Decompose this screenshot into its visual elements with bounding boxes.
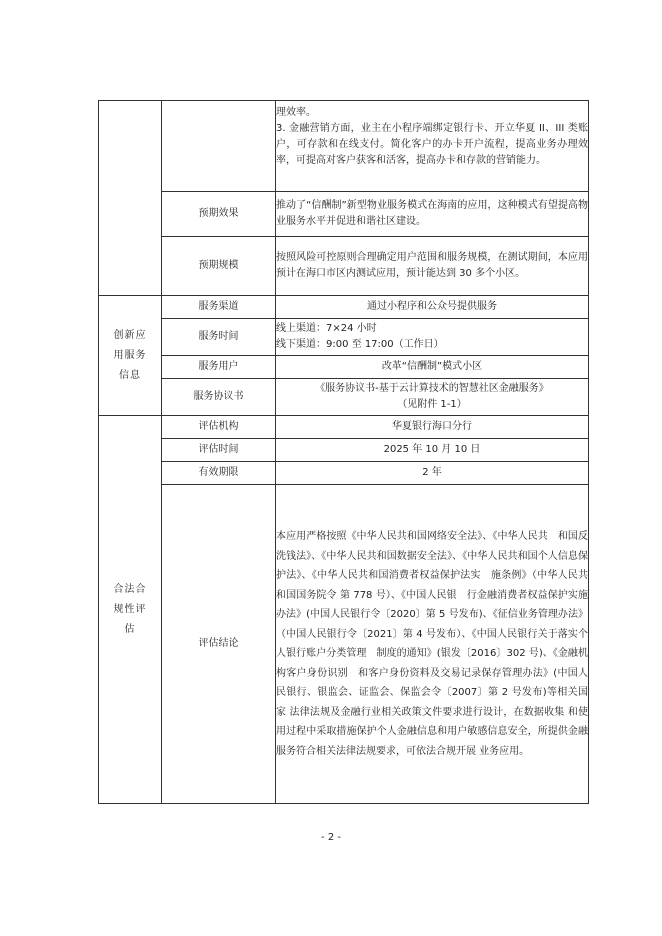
compliance-category: 合法合规性评估 <box>99 416 162 804</box>
expected-effect-label: 预期效果 <box>162 192 276 237</box>
validity-value: 2 年 <box>276 462 589 485</box>
continued-text: 理效率。 <box>276 107 316 118</box>
table-row <box>99 416 589 439</box>
application-info-table <box>98 100 589 804</box>
assessment-date-label: 评估时间 <box>162 439 276 462</box>
table-row <box>99 192 589 237</box>
table-row <box>99 237 589 296</box>
page-number: - 2 - <box>321 832 341 843</box>
offline-channel-time: 线下渠道：9:00 至 17:00（工作日） <box>276 339 444 350</box>
expected-scale-value: 按照风险可控原则合理确定用户范围和服务规模，在测试期间，本应用预计在海口市区内测试应用，预计能达到 30 多个小区。 <box>276 237 589 296</box>
benefits-continuation-cell <box>276 101 589 192</box>
table-row <box>99 319 589 356</box>
conclusion-value: 本应用严格按照《中华人民共和国网络安全法》、《中华人民共 和国反洗钱法》、《中华人民共和国数据安全法》、《中华人民共和国个人信息保护法》、《中华人民共和国消费者权益保护法实 施条例》（中华人民共和国国务院令 第 778 号）、《中国人民银 行金融消费者权益保护实施办法》(中国人民银行令〔2020〕第 5 号发布)、《征信业务管理办法》（中国人民银行令〔2021〕第 4 号发布）、《中国人民银行关于落实个人银行账户分类管理 制度的通知》(银发〔2016〕302 号)、《金融机构客户身份识别 和客户身份资料及交易记录保存管理办法》(中国人民银行、银监会、证监会、保监会令〔2007〕第 2 号发布)等相关国家 法律法规及金融行业相关政策文件要求进行设计，在数据收集 和使用过程中采取措施保护个人金融信息和用户敏感信息安全，所提供金融服务符合相关法律法规要求，可依法合规开展 业务应用。 <box>276 485 589 804</box>
online-channel-time: 线上渠道：7×24 小时 <box>276 323 377 334</box>
expected-effect-value: 推动了“信酬制”新型物业服务模式在海南的应用，这种模式有望提高物业服务水平并促进和谐社区建设。 <box>276 192 589 237</box>
service-users-label: 服务用户 <box>162 356 276 379</box>
channel-label: 服务渠道 <box>162 296 276 319</box>
validity-label: 有效期限 <box>162 462 276 485</box>
table-row <box>99 379 589 416</box>
table-row <box>99 296 589 319</box>
table-row <box>99 462 589 485</box>
assessment-date-value: 2025 年 10 月 10 日 <box>276 439 589 462</box>
table-row <box>99 356 589 379</box>
table-row <box>99 101 589 192</box>
expected-scale-label: 预期规模 <box>162 237 276 296</box>
conclusion-label: 评估结论 <box>162 485 276 804</box>
channel-value: 通过小程序和公众号提供服务 <box>276 296 589 319</box>
assessor-value: 华夏银行海口分行 <box>276 416 589 439</box>
service-time-label: 服务时间 <box>162 319 276 356</box>
row-label-blank <box>162 101 276 192</box>
service-time-value <box>276 319 589 356</box>
assessor-label: 评估机构 <box>162 416 276 439</box>
section1-category-cell <box>99 101 162 296</box>
service-info-category: 创新应用服务信息 <box>99 296 162 416</box>
agreement-attachment: （见附件 1-1） <box>397 399 467 410</box>
agreement-title: 《服务协议书-基于云计算技术的智慧社区金融服务》 <box>315 383 549 394</box>
agreement-value <box>276 379 589 416</box>
item-3-text: 3. 金融营销方面，业主在小程序端绑定银行卡、开立华夏 II、III 类账户，可存款和在线支付。简化客户的办卡开户流程，提高业务办理效率，可提高对客户获客和活客，提高办卡和存款的营销能力。 <box>276 123 588 166</box>
table-row <box>99 485 589 804</box>
table-row <box>99 439 589 462</box>
service-users-value: 改革“信酬制”模式小区 <box>276 356 589 379</box>
agreement-label: 服务协议书 <box>162 379 276 416</box>
